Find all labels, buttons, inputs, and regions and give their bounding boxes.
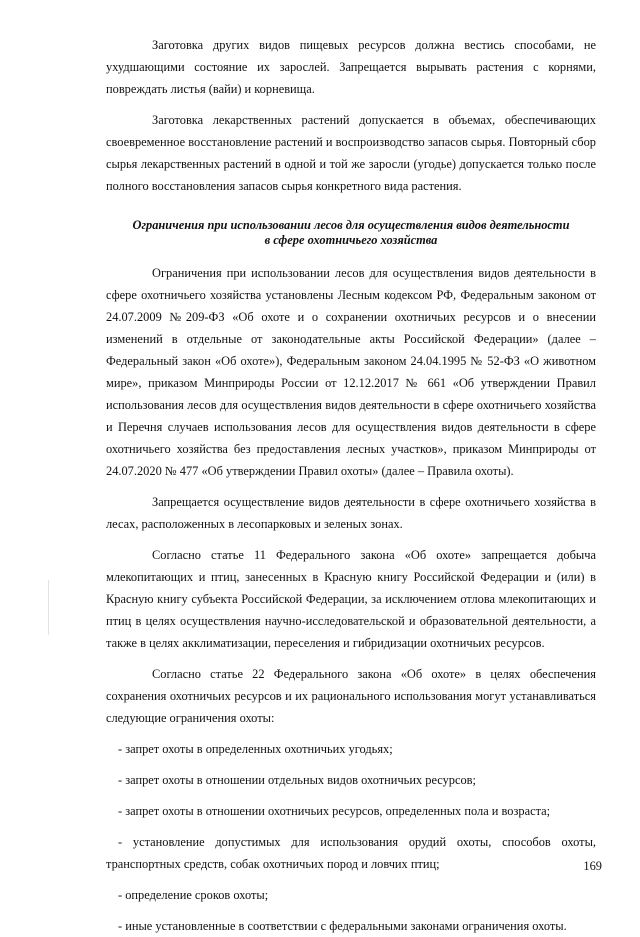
margin-scan-mark xyxy=(48,580,49,635)
list-item: - иные установленные в соответствии с федеральными законами ограничения охоты. xyxy=(118,919,567,933)
restrictions-list xyxy=(106,738,596,937)
paragraph-article-11: Согласно статье 11 Федерального закона «Об охоте» запрещается добыча млекопитающих и птиц, занесенных в Красную книгу Российской Федерации и (или) в Красную книгу субъекта Российской Федерации, за исключением отлова млекопитающих и птиц в целях осуществления научно-исследовательской и образовательной деятельности, а также в целях акклиматизации, переселения и гибридизации охотничьих ресурсов. xyxy=(106,548,596,650)
page-content xyxy=(106,34,596,937)
list-item: - запрет охоты в определенных охотничьих угодьях; xyxy=(118,742,393,756)
paragraph-prohibition-zones: Запрещается осуществление видов деятельности в сфере охотничьего хозяйства в лесах, расположенных в лесопарковых и зеленых зонах. xyxy=(106,495,596,531)
paragraph-article-22: Согласно статье 22 Федерального закона «Об охоте» в целях обеспечения сохранения охотничьих ресурсов и их рационального использования могут устанавливаться следующие ограничения охоты: xyxy=(106,667,596,725)
paragraph-medicinal-plants: Заготовка лекарственных растений допускается в объемах, обеспечивающих своевременное восстановление растений и воспроизводство запасов сырья. Повторный сбор сырья лекарственных растений в одной и той же заросли (угодье) допускается только после полного восстановления запасов сырья конкретного вида растения. xyxy=(106,113,596,193)
page-number: 169 xyxy=(583,859,602,873)
section-heading xyxy=(106,218,596,248)
list-item: - запрет охоты в отношении отдельных видов охотничьих ресурсов; xyxy=(118,773,476,787)
list-item: - установление допустимых для использования орудий охоты, способов охоты, транспортных средств, собак охотничьих пород и ловчих птиц; xyxy=(106,835,596,871)
list-item: - определение сроков охоты; xyxy=(118,888,269,902)
paragraph-food-resources: Заготовка других видов пищевых ресурсов должна вестись способами, не ухудшающими состояние их зарослей. Запрещается вырывать растения с корнями, повреждать листья (вайи) и корневища. xyxy=(106,38,596,96)
list-item: - запрет охоты в отношении охотничьих ресурсов, определенных пола и возраста; xyxy=(118,804,551,818)
paragraph-legal-basis: Ограничения при использовании лесов для осуществления видов деятельности в сфере охотничьего хозяйства установлены Лесным кодексом РФ, Федеральным законом от 24.07.2009 №209-ФЗ «Об охоте и о сохранении охотничьих ресурсов и о внесении изменений в отдельные от законодательные акты Российской Федерации» (далее – Федеральный закон «Об охоте»), Федеральным законом 24.04.1995 № 52-ФЗ «О животном мире», приказом Минприроды России от 12.12.2017 № 661 «Об утверждении Правил использования лесов для осуществления видов деятельности в сфере охотничьего хозяйства и Перечня случаев использования лесов для осуществления видов деятельности в сфере охотничьего хозяйства без предоставления лесных участков», приказом Минприроды от 24.07.2020 № 477 «Об утверждении Правил охоты» (далее – Правила охоты). xyxy=(106,266,596,478)
section-heading-line-1: Ограничения при использовании лесов для осуществления видов деятельности xyxy=(132,218,570,232)
section-heading-line-2: в сфере охотничьего хозяйства xyxy=(264,233,438,247)
